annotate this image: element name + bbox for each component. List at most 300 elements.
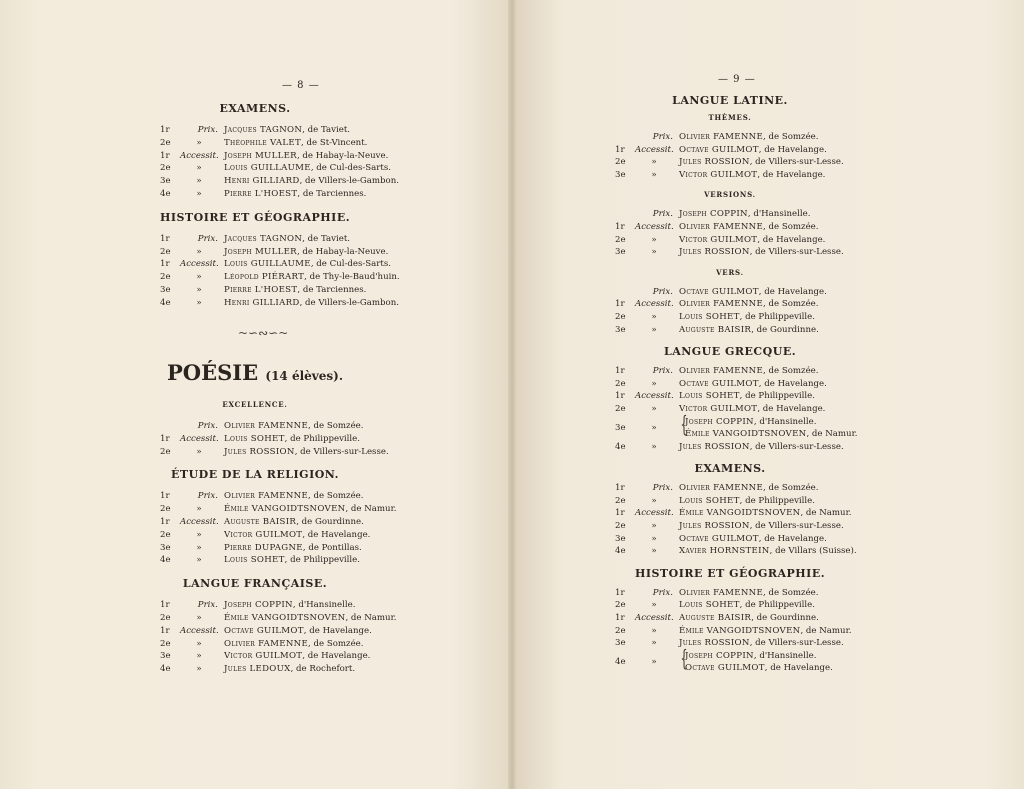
student-place: , de Gourdinne.: [296, 517, 364, 527]
award-type: »: [651, 625, 657, 636]
student-place: , de Somzée.: [763, 587, 819, 598]
award-row: [160, 137, 367, 149]
rank: 4e: [160, 297, 171, 308]
student-name: Victor GUILMOT: [224, 651, 303, 662]
award-row: [615, 246, 844, 258]
student-name: Octave GUILMOT: [679, 144, 759, 155]
award-row: [615, 390, 815, 402]
student-place: , de Habay-la-Neuve.: [296, 246, 389, 257]
award-type: Prix.: [197, 233, 218, 244]
student-count: (14 élèves).: [265, 369, 343, 383]
award-type: »: [651, 234, 657, 245]
award-row: [615, 144, 827, 156]
award-row: [160, 638, 363, 650]
student-name: Joseph COPPIN: [685, 416, 754, 427]
student-place: , de Namur.: [800, 625, 852, 636]
award-type: »: [651, 169, 657, 180]
student-place: , de Villers-sur-Lesse.: [749, 441, 844, 452]
student-name: Octave GUILMOT: [679, 286, 759, 297]
award-type: Prix.: [652, 209, 673, 220]
student-place: , de Philippeville.: [739, 391, 815, 402]
award-type: »: [196, 542, 202, 553]
award-row: [615, 422, 679, 434]
award-row: [160, 284, 366, 296]
award-row: [160, 529, 370, 541]
rank: 2e: [160, 638, 171, 649]
award-row: [615, 507, 851, 519]
award-type: Accessit.: [635, 299, 674, 310]
award-type: »: [651, 404, 657, 414]
student-place: , de Namur.: [345, 504, 397, 515]
section-heading: HISTOIRE ET GÉOGRAPHIE.: [159, 210, 351, 224]
rank: 1r: [160, 517, 170, 527]
award-type: Accessit.: [635, 222, 674, 232]
award-type: »: [196, 176, 202, 187]
rank: 2e: [615, 625, 626, 636]
award-row: [615, 131, 818, 143]
student-name: Louis SOHET: [224, 555, 285, 566]
award-row: [615, 637, 844, 649]
student-name: Joseph COPPIN: [685, 650, 754, 661]
section-heading: EXAMENS.: [219, 102, 291, 115]
award-row: [615, 286, 827, 298]
award-type: Accessit.: [635, 144, 674, 155]
student-name: Louis SOHET: [224, 433, 285, 444]
award-row: [160, 503, 396, 515]
award-type: »: [651, 378, 657, 389]
rank: 1r: [615, 508, 625, 519]
award-row: [615, 520, 844, 532]
rank: 1r: [160, 125, 170, 135]
class-name: POÉSIE: [166, 360, 266, 385]
student-place: , de Somzée.: [308, 421, 364, 431]
student-name: Auguste BAISIR: [224, 517, 297, 527]
award-type: »: [651, 157, 657, 168]
rank: 4e: [160, 664, 171, 675]
brace: {: [680, 412, 688, 438]
student-name: Olivier FAMENNE: [679, 366, 764, 377]
student-place: , de Philippeville.: [739, 495, 815, 506]
student-place: , de St-Vincent.: [301, 137, 368, 148]
student-name: Auguste BAISIR: [679, 324, 752, 335]
rank: 2e: [615, 234, 626, 245]
award-type: »: [196, 504, 202, 515]
student-name: Jacques TAGNON: [224, 233, 303, 244]
award-row: [615, 156, 844, 168]
student-place: , de Tarciennes.: [297, 189, 367, 199]
award-type: »: [196, 189, 202, 199]
student-place: , de Somzée.: [763, 132, 819, 142]
award-type: »: [651, 422, 657, 433]
student-name: Joseph MULLER: [224, 150, 297, 161]
award-row: [160, 162, 391, 174]
rank: 3e: [615, 422, 626, 433]
rank: 1r: [615, 391, 625, 402]
student-place: , de Somzée.: [763, 483, 819, 494]
student-place: , de Havelange.: [302, 529, 371, 540]
student-name: Émile VANGOIDTSNOVEN: [679, 508, 801, 519]
award-row: [160, 175, 399, 187]
student-place: , de Rochefort.: [290, 664, 356, 675]
award-type: »: [651, 312, 657, 322]
student-place: , de Havelange.: [758, 533, 827, 544]
student-name: Jules ROSSION: [679, 441, 750, 452]
student-place: , de Tarciennes.: [297, 285, 367, 295]
rank: 1r: [160, 491, 170, 502]
award-type: Prix.: [652, 286, 673, 297]
student-name: Henri GILLIARD: [224, 297, 300, 308]
award-row: [615, 298, 818, 310]
student-name: Léopold PIÉRART: [224, 272, 305, 283]
student-place: , de Gourdinne.: [751, 324, 819, 335]
award-row: [615, 599, 815, 611]
rank: 4e: [160, 189, 171, 199]
award-type: »: [196, 272, 202, 283]
student-place: , de Havelange.: [764, 662, 833, 673]
rank: 2e: [615, 312, 626, 322]
section-heading: HISTOIRE ET GÉOGRAPHIE.: [634, 566, 826, 580]
award-type: »: [196, 555, 202, 566]
student-name: Jules ROSSION: [224, 446, 295, 457]
award-row: [615, 208, 810, 220]
rank: 4e: [615, 441, 626, 452]
rank: 2e: [615, 157, 626, 168]
award-row: [615, 378, 827, 390]
award-type: »: [196, 613, 202, 623]
student-place: , d'Hansinelle.: [753, 650, 817, 661]
student-place: , de Havelange.: [757, 234, 826, 245]
award-row: [615, 441, 844, 453]
student-place: , de Thy-le-Baud'huin.: [304, 272, 400, 283]
rank: 1r: [615, 587, 625, 598]
subsection-heading: VERS.: [716, 267, 744, 277]
award-type: Accessit.: [180, 517, 219, 527]
student-name: Olivier FAMENNE: [679, 132, 764, 142]
award-type: »: [651, 521, 657, 531]
award-type: »: [196, 297, 202, 308]
award-row: [160, 599, 355, 611]
rank: 1r: [615, 222, 625, 232]
student-name: Olivier FAMENNE: [224, 491, 309, 502]
award-row: [160, 188, 366, 200]
rank: 1r: [160, 625, 170, 636]
rank: 3e: [615, 533, 626, 544]
student-place: , de Havelange.: [302, 651, 371, 662]
rank: 4e: [615, 656, 626, 667]
award-row: [615, 403, 825, 415]
rank: 1r: [615, 144, 625, 155]
rank: 1r: [160, 233, 170, 244]
award-type: »: [651, 638, 657, 649]
student-name: Pierre DUPAGNE: [224, 542, 303, 553]
award-row: [160, 258, 391, 270]
rank: 2e: [160, 504, 171, 515]
student-place: , de Villers-le-Gambon.: [299, 297, 399, 308]
rank: 3e: [160, 285, 171, 295]
student-place: , de Havelange.: [758, 378, 827, 389]
award-type: »: [196, 651, 202, 662]
rank: 1r: [160, 259, 170, 270]
award-row: [615, 221, 818, 233]
student-place: , de Somzée.: [763, 366, 819, 377]
rank: 2e: [160, 613, 171, 623]
award-row: [615, 656, 679, 668]
award-row: [615, 169, 825, 181]
award-type: Accessit.: [180, 150, 219, 161]
student-place: , de Namur.: [345, 613, 397, 623]
award-type: »: [651, 324, 657, 335]
award-row: [160, 516, 364, 528]
award-type: Accessit.: [180, 259, 219, 270]
award-row: [160, 663, 355, 675]
award-type: Prix.: [652, 132, 673, 142]
rank: 4e: [160, 555, 171, 566]
award-row: [160, 542, 362, 554]
award-row: [615, 311, 815, 323]
award-row: [160, 612, 396, 624]
student-place: , de Philippeville.: [739, 600, 815, 611]
rank: 2e: [160, 446, 171, 457]
award-row: [160, 625, 372, 637]
student-name: Octave GUILMOT: [224, 625, 304, 636]
award-row: [615, 545, 857, 557]
section-heading: ÉTUDE DE LA RELIGION.: [171, 468, 339, 482]
rank: 2e: [615, 404, 626, 414]
student-name: Louis SOHET: [679, 495, 740, 506]
student-name: Théophile VALET: [224, 137, 302, 148]
student-place: , de Philippeville.: [284, 433, 360, 444]
award-type: Accessit.: [180, 625, 219, 636]
award-row: [160, 233, 350, 245]
student-place: , de Namur.: [806, 428, 858, 439]
student-place: , de Gourdinne.: [751, 613, 819, 623]
student-place: , d'Hansinelle.: [292, 600, 356, 611]
brace: {: [680, 646, 688, 672]
student-name: Jules ROSSION: [679, 157, 750, 168]
student-name: Henri GILLIARD: [224, 176, 300, 187]
student-name: Louis SOHET: [679, 600, 740, 611]
student-place: , de Villers-sur-Lesse.: [749, 638, 844, 649]
student-name: Joseph COPPIN: [679, 209, 748, 220]
student-place: , de Cul-des-Sarts.: [310, 163, 392, 174]
student-place: , de Philippeville.: [739, 312, 815, 322]
award-row: [160, 650, 370, 662]
student-place: , de Villars (Suisse).: [769, 546, 857, 557]
ornament: ~∽∾∽~: [238, 326, 289, 340]
rank: 2e: [615, 600, 626, 611]
award-row: [160, 420, 363, 432]
student-place: , de Taviet.: [302, 125, 351, 135]
student-place: , de Somzée.: [308, 638, 364, 649]
student-name: Xavier HORNSTEIN: [679, 546, 770, 557]
rank: 2e: [160, 246, 171, 257]
subsection-heading: VERSIONS.: [704, 190, 756, 200]
student-name: Émile VANGOIDTSNOVEN: [224, 613, 346, 623]
rank: 2e: [160, 163, 171, 174]
rank: 3e: [615, 247, 626, 258]
student-place: , de Taviet.: [302, 233, 351, 244]
award-row: [160, 490, 363, 502]
award-row: [615, 533, 827, 545]
student-place: , de Cul-des-Sarts.: [310, 259, 392, 270]
section-heading: LANGUE LATINE.: [672, 94, 788, 107]
award-row: [160, 433, 360, 445]
award-type: Prix.: [652, 483, 673, 494]
student-place: , de Havelange.: [757, 169, 826, 180]
rank: 2e: [615, 378, 626, 389]
student-place: , de Havelange.: [758, 144, 827, 155]
rank: 1r: [160, 600, 170, 611]
rank: 2e: [160, 137, 171, 148]
rank: 3e: [160, 542, 171, 553]
gutter: [508, 0, 516, 789]
student-name: Olivier FAMENNE: [679, 299, 764, 310]
student-name: Octave GUILMOT: [679, 533, 759, 544]
rank: 3e: [160, 651, 171, 662]
page-number-8: — 8 —: [282, 80, 320, 91]
rank: 1r: [615, 366, 625, 377]
award-row: [615, 234, 825, 246]
student-place: , de Villers-sur-Lesse.: [294, 446, 389, 457]
award-row: [685, 650, 816, 662]
student-name: Louis GUILLAUME: [224, 259, 311, 270]
student-place: , de Namur.: [800, 508, 852, 519]
student-name: Olivier FAMENNE: [679, 587, 764, 598]
award-row: [615, 365, 818, 377]
award-row: [160, 150, 388, 162]
award-type: »: [196, 446, 202, 457]
award-row: [685, 416, 816, 428]
student-name: Joseph MULLER: [224, 246, 297, 257]
rank: 2e: [160, 529, 171, 540]
student-name: Olivier FAMENNE: [679, 222, 764, 232]
award-type: »: [196, 163, 202, 174]
student-name: Olivier FAMENNE: [679, 483, 764, 494]
subsection-heading: EXCELLENCE.: [222, 400, 288, 409]
student-name: Joseph COPPIN: [224, 600, 293, 611]
student-name: Émile VANGOIDTSNOVEN: [224, 504, 346, 515]
student-name: Émile VANGOIDTSNOVEN: [679, 625, 801, 636]
award-type: »: [196, 246, 202, 257]
award-type: »: [651, 441, 657, 452]
student-place: , de Villers-le-Gambon.: [299, 176, 399, 187]
student-name: Victor GUILMOT: [679, 404, 758, 414]
rank: 1r: [615, 299, 625, 310]
award-row: [160, 271, 400, 283]
award-type: Prix.: [197, 421, 218, 431]
award-type: Accessit.: [635, 508, 674, 519]
award-type: Prix.: [652, 587, 673, 598]
award-row: [685, 662, 833, 674]
student-name: Octave GUILMOT: [679, 378, 759, 389]
award-row: [160, 446, 389, 458]
student-name: Jules LEDOUX: [224, 664, 291, 675]
award-row: [615, 625, 851, 637]
award-type: »: [196, 137, 202, 148]
student-place: , de Villers-sur-Lesse.: [749, 247, 844, 258]
award-row: [160, 246, 388, 258]
student-name: Olivier FAMENNE: [224, 421, 309, 431]
rank: 1r: [615, 483, 625, 494]
student-name: Louis SOHET: [679, 312, 740, 322]
student-name: Auguste BAISIR: [679, 613, 752, 623]
rank: 3e: [160, 176, 171, 187]
award-type: »: [651, 495, 657, 506]
award-type: Accessit.: [180, 433, 219, 444]
student-name: Jacques TAGNON: [224, 125, 303, 135]
student-place: , de Habay-la-Neuve.: [296, 150, 389, 161]
rank: 3e: [615, 638, 626, 649]
student-name: Pierre L'HOEST: [224, 285, 298, 295]
award-type: »: [196, 638, 202, 649]
student-place: , de Havelange.: [757, 404, 826, 414]
award-type: Prix.: [197, 125, 218, 135]
rank: 2e: [160, 272, 171, 283]
student-place: , de Pontillas.: [302, 542, 362, 553]
rank: 2e: [615, 495, 626, 506]
award-row: [160, 124, 350, 136]
student-name: Émile VANGOIDTSNOVEN: [685, 428, 807, 439]
rank: 4e: [615, 546, 626, 557]
award-row: [615, 495, 815, 507]
student-name: Jules ROSSION: [679, 247, 750, 258]
page-number-9: — 9 —: [718, 74, 756, 85]
section-heading: EXAMENS.: [694, 462, 766, 476]
award-type: Prix.: [197, 600, 218, 611]
student-name: Jules ROSSION: [679, 521, 750, 531]
award-row: [615, 482, 818, 494]
student-name: Jules ROSSION: [679, 638, 750, 649]
rank: 2e: [615, 521, 626, 531]
student-place: , d'Hansinelle.: [747, 209, 811, 220]
student-name: Olivier FAMENNE: [224, 638, 309, 649]
student-place: , de Somzée.: [763, 299, 819, 310]
student-place: , de Villers-sur-Lesse.: [749, 521, 844, 531]
student-place: , de Somzée.: [308, 491, 364, 502]
award-type: Prix.: [652, 366, 673, 377]
student-place: , de Somzée.: [763, 222, 819, 232]
award-row: [160, 554, 360, 566]
award-row: [685, 428, 857, 440]
student-name: Louis GUILLAUME: [224, 163, 311, 174]
award-type: »: [651, 546, 657, 557]
award-type: »: [651, 247, 657, 258]
award-type: Accessit.: [635, 391, 674, 402]
award-row: [615, 324, 819, 336]
student-name: Victor GUILMOT: [679, 234, 758, 245]
award-row: [615, 612, 819, 624]
award-row: [160, 297, 399, 309]
award-type: »: [651, 656, 657, 667]
student-place: , de Philippeville.: [284, 555, 360, 566]
subsection-heading: THÈMES.: [708, 113, 752, 122]
rank: 1r: [160, 433, 170, 444]
award-type: Prix.: [197, 491, 218, 502]
student-place: , de Havelange.: [303, 625, 372, 636]
student-place: , de Villers-sur-Lesse.: [749, 157, 844, 168]
class-title: [90, 360, 420, 385]
award-type: »: [196, 285, 202, 295]
student-name: Louis SOHET: [679, 391, 740, 402]
award-type: »: [196, 529, 202, 540]
award-type: Accessit.: [635, 613, 674, 623]
rank: 3e: [615, 324, 626, 335]
section-heading: LANGUE GRECQUE.: [663, 345, 797, 359]
student-place: , d'Hansinelle.: [753, 416, 817, 427]
student-name: Octave GUILMOT: [685, 662, 765, 673]
student-name: Victor GUILMOT: [224, 529, 303, 540]
student-place: , de Havelange.: [758, 286, 827, 297]
